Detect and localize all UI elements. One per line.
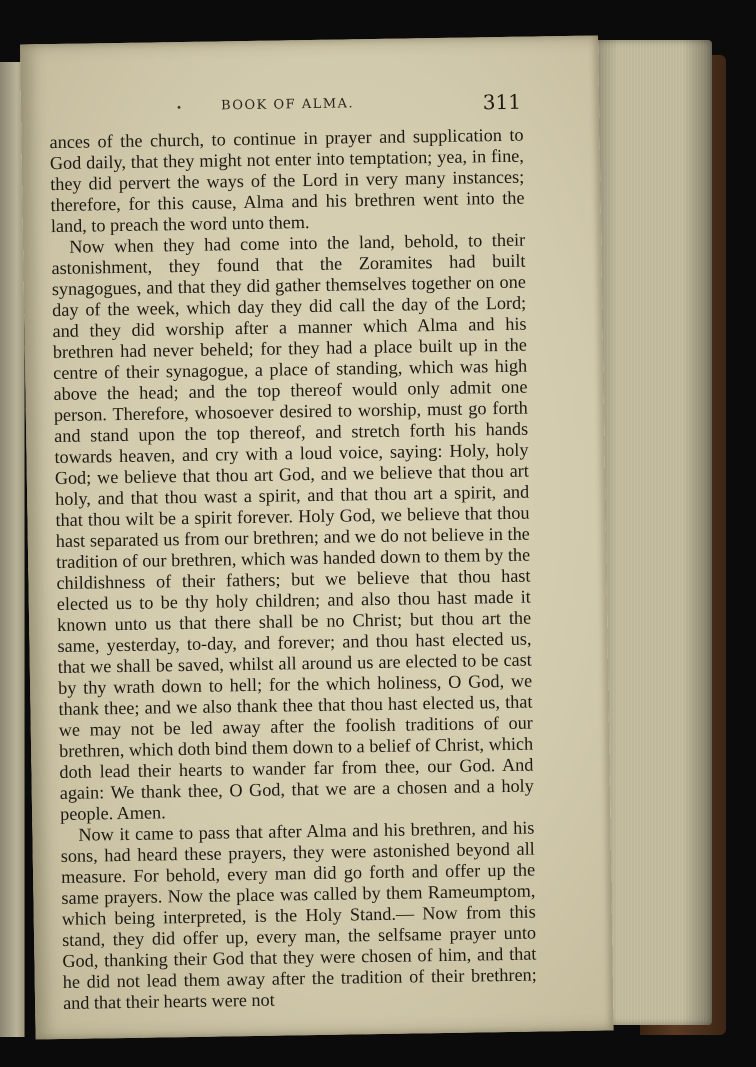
- facing-page-edge: [0, 62, 25, 1037]
- running-head: [21, 90, 599, 121]
- paragraph-2: Now when they had come into the land, behold, to their astonishment, they found that the Zoramites had built synagogues, and that they did gather themselves together on one day of the week, which day they did call the day of the Lord; and they did worship after a manner which Alma and his brethren had never beheld; for they had a place built up in the centre of their synagogue, a place of standing, which was high above the head; and the top thereof would only admit one person. Therefore, whosoever desired to worship, must go forth and stand upon the top thereof, and stretch forth his hands towards heaven, and cry with a loud voice, saying: Holy, holy God; we believe that thou art God, and we believe that thou art holy, and that thou wast a spirit, and that thou art a spirit, and that thou wilt be a spirit forever. Holy God, we believe that thou hast separated us from our brethren; and we do not believe in the tradition of our brethren, which was handed down to them by the childishness of their fathers; but we believe that thou hast elected us to be thy holy children; and also thou hast made it known unto us that there shall be no Christ; but thou art the same, yesterday, to-day, and forever; and thou hast elected us, that we shall be saved, whilst all around us are elected to be cast by thy wrath down to hell; for the which holiness, O God, we thank thee; and we also thank thee that thou hast elected us, that we may not be led away after the foolish traditions of our brethren, which doth bind them down to a belief of Christ, which doth lead their hearts to wander far from thee, our God. And again: We thank thee, O God, that we are a chosen and a holy people. Amen.: [51, 229, 534, 825]
- running-head-title: BOOK OF ALMA.: [220, 96, 355, 114]
- page-edges-shadow: [594, 40, 712, 1025]
- head-ornament: •: [175, 103, 183, 115]
- paragraph-3: Now it came to pass that after Alma and his brethren, and his sons, had heard these prayers, they were astonished beyond all measure. For behold, every man did go forth and offer up the same prayers. Now the place was called by them Rameumptom, which being interpreted, is the Holy Stand.— Now from this stand, they did offer up, every man, the selfsame prayer unto God, thanking their God that they were chosen of him, and that he did not lead them away after the tradition of their brethren; and that their hearts were not: [60, 817, 537, 1013]
- page-number: 311: [482, 89, 522, 115]
- paragraph-1: ances of the church, to continue in prayer and supplication to God daily, that they might not enter into temptation; yea, in fine, they did pervert the ways of the Lord in very many instances; therefore, for this cause, Alma and his brethren went into the land, to preach the word unto them.: [49, 124, 525, 237]
- book-page: [20, 35, 614, 1039]
- body-text: [49, 125, 537, 1014]
